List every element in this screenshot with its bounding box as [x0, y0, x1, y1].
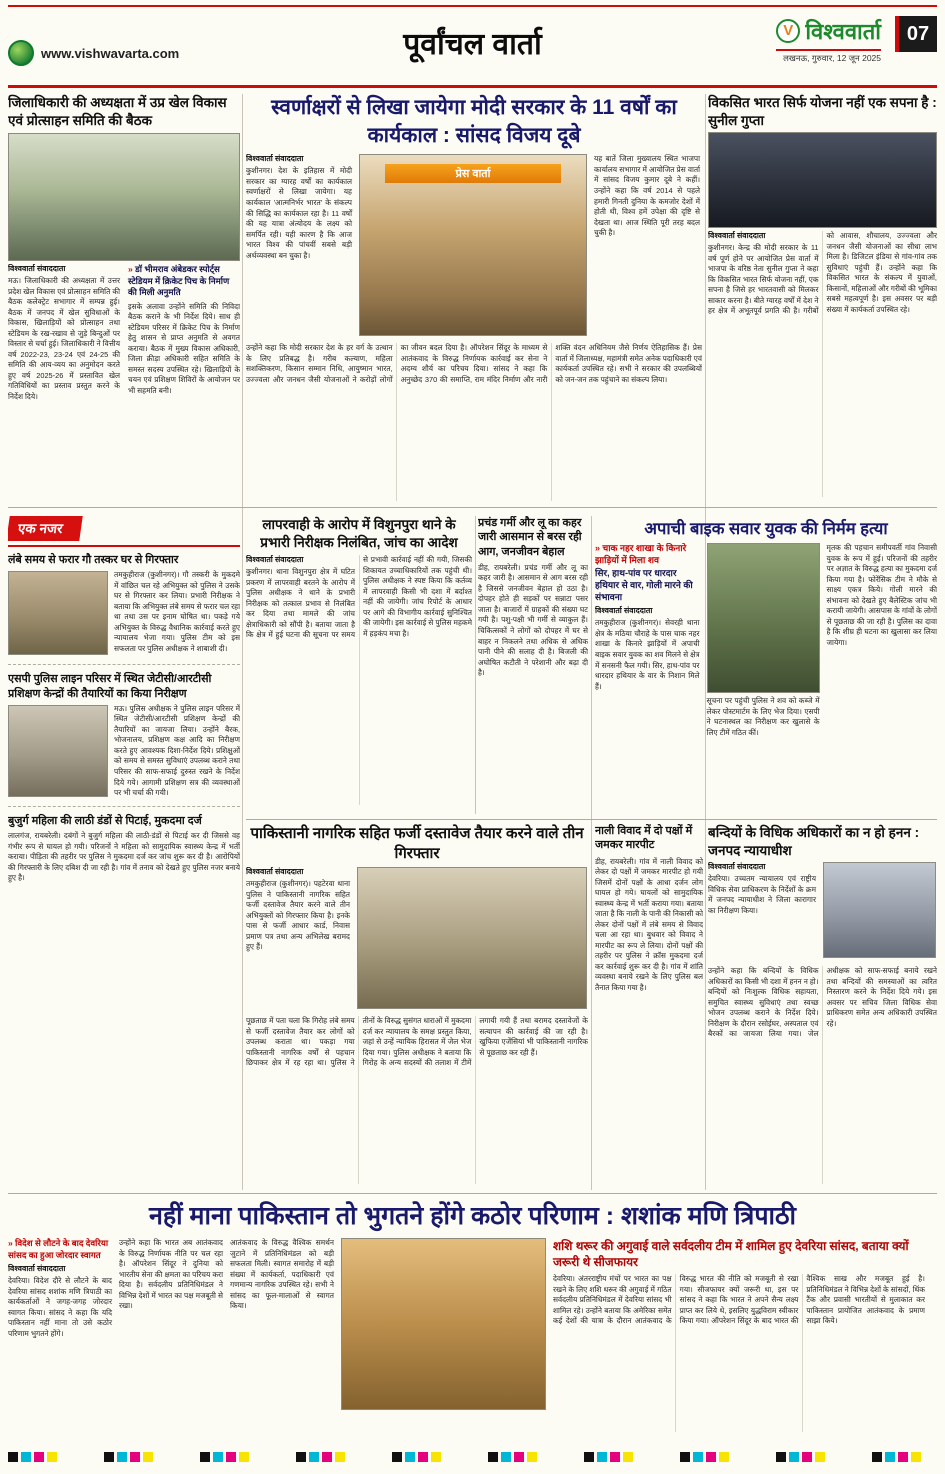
- article-body: सूचना पर पहुंची पुलिस ने शव को कब्जे में लेकर पोस्टमार्टम के लिए भेज दिया। एसपी ने घटनास्थल का निरीक्षण कर खुलासे के लिए टीमें गठित कीं।: [706, 696, 820, 737]
- item-headline: एसपी पुलिस लाइन परिसर में स्थित जेटीसी/आरटीसी प्रशिक्षण केन्द्रों की तैयारियों का किया निरीक्षण: [8, 673, 212, 700]
- sub-article-headline: शशि थरूर की अगुवाई वाले सर्वदलीय टीम में शामिल हुए देवरिया सांसद, बताया क्यों जरूरी थे सीजफायर: [553, 1239, 909, 1270]
- police-inspection-photo: [8, 705, 108, 797]
- article-headline: विकसित भारत सिर्फ योजना नहीं एक सपना है : सुनील गुप्ता: [708, 95, 937, 128]
- article-subhead: सिर, हाथ-पांव पर धारदार हथियार से वार, गोली मारने की संभावना: [595, 568, 693, 602]
- byline: विश्ववार्ता संवाददाता: [8, 264, 66, 274]
- item-text: मऊ। पुलिस अधीक्षक ने पुलिस लाइन परिसर में स्थित जेटीसी/आरटीसी प्रशिक्षण केन्द्रों की तैयारियों का जायजा लिया। उन्होंने बैरक, भोजनालय, प्रशिक्षण कक्ष आदि का निरीक्षण करते हुए आवश्यक दिशा-निर्देश दिये। प्रशिक्षुओं को समय से समस्त सुविधाएं उपलब्ध कराने तथा परिसर की साफ-सफाई दुरुस्त रखने के निर्देश दिये गये। आगामी प्रशिक्षण सत्र की व्यवस्थाओं पर भी चर्चा की गयी।: [114, 703, 240, 798]
- article-body-row: [246, 867, 588, 1011]
- article-subhead: » डॉ भीमराव अंबेडकर स्पोर्ट्स स्टेडियम में क्रिकेट पिच के निर्माण की मिली अनुमति: [128, 264, 240, 299]
- article-pakistan-warning: [8, 1198, 937, 1448]
- article-headline: अपाची बाइक सवार युवक की निर्मम हत्या: [644, 520, 888, 538]
- article-body: कुशीनगर। थाना विशुनपुरा क्षेत्र में घटित प्रकरण में लापरवाही बरतने के आरोप में पुलिस अधीक्षक ने थाने के प्रभारी निरीक्षक को तत्काल प्रभाव से निलंबित कर दिया तथा मामले की जांच क्षेत्राधिकारी को सौंपी है। बताया जाता है कि क्षेत्र में हुई घटना की सूचना पर समय से प्रभावी कार्रवाई नहीं की गयी, जिसकी शिकायत उच्चाधिकारियों तक पहुंची थी। पुलिस अधीक्षक ने स्पष्ट किया कि कर्तव्य में लापरवाही किसी भी दशा में बर्दाश्त नहीं की जायेगी। जांच रिपोर्ट के आधार पर आगे की विभागीय कार्रवाई सुनिश्चित की जायेगी। इस कार्रवाई से पुलिस महकमे में हड़कंप मचा है।: [246, 555, 472, 640]
- byline: विश्ववार्ता संवाददाता: [708, 231, 766, 241]
- article-headline: प्रचंड गर्मी और लू का कहर जारी आसमान से बरस रही आग, जनजीवन बेहाल: [478, 517, 582, 558]
- item-body: [8, 570, 240, 657]
- article-body: इसके अलावा उन्होंने समिति की निविदा बैठक कराने के भी निर्देश दिये। साथ ही स्टेडियम परिसर में क्रिकेट पिच के निर्माण हेतु शासन से प्राप्त अनुमति से अवगत कराया। बैठक में मुख्य विकास अधिकारी, जिला क्रीड़ा अधिकारी सहित समिति के समस्त सदस्य उपस्थित रहे। खिलाड़ियों के चयन एवं प्रशिक्षण शिविरों के आयोजन पर भी सहमति बनी।: [128, 301, 240, 395]
- section-rule: [246, 819, 937, 820]
- lead-body-row: [246, 154, 702, 338]
- section-rule: [8, 507, 937, 508]
- mp-welcome-photo: [341, 1238, 546, 1410]
- lead-headline: स्वर्णाक्षरों से लिखा जायेगा मोदी सरकार के 11 वर्षों का कार्यकाल : सांसद विजय दूबे: [271, 96, 677, 147]
- item-text: लालगंज, रायबरेली। दबंगों ने बुजुर्ग महिला की लाठी-डंडों से पिटाई कर दी जिससे वह गंभीर रूप से घायल हो गयी। परिजनों ने महिला को सामुदायिक स्वास्थ्य केन्द्र में भर्ती कराया। पीड़िता की तहरीर पर पुलिस ने मुकदमा दर्ज कर जांच शुरू कर दी है। आरोपियों की गिरफ्तारी के लिए दबिश दी जा रही है। गांव में तनाव को देखते हुए पुलिस नजर बनाये हुए है।: [8, 831, 240, 883]
- column-rule: [475, 516, 476, 814]
- article-headline: बन्दियों के विधिक अधिकारों का न हो हनन : जनपद न्यायाधीश: [708, 825, 920, 858]
- article-body: मऊ। जिलाधिकारी की अध्यक्षता में उत्तर प्रदेश खेल विकास एवं प्रोत्साहन समिति की बैठक कलेक्ट्रेट सभागार में सम्पन्न हुई। बैठक में जनपद में खेल सुविधाओं के विकास, खिलाड़ियों को प्रोत्साहन तथा स्टेडियम के रख-रखाव से जुड़े बिन्दुओं पर विस्तार से चर्चा हुई। जिलाधिकारी ने वित्तीय वर्ष 2022-23, 23-24 एवं 24-25 की समिति की आय-व्यय का अनुमोदन करते हुए वर्ष 2025-26 में प्रस्तावित खेल गतिविधियों का प्रस्ताव प्रस्तुत करने के निर्देश दिये।: [8, 276, 120, 401]
- article-drain-dispute: [595, 824, 703, 1190]
- column-rule: [591, 516, 592, 1190]
- article-heat-wave: [478, 516, 588, 814]
- website-url: www.vishwavarta.com: [41, 45, 180, 61]
- article-body: उन्होंने कहा कि बन्दियों के विधिक अधिकारों का किसी भी दशा में हनन न हो। बन्दियों को निःशुल्क विधिक सहायता, समुचित स्वास्थ्य सुविधाएं तथा स्वच्छ भोजन उपलब्ध कराने के निर्देश दिये। निरीक्षण के दौरान रसोईघर, अस्पताल एवं बैरकों का जायजा लिया गया। जेल अधीक्षक को साफ-सफाई बनाये रखने तथा बन्दियों की समस्याओं का त्वरित निस्तारण करने के निर्देश दिये गये। इस अवसर पर सचिव जिला विधिक सेवा प्राधिकरण समेत अन्य अधिकारी उपस्थित रहे।: [708, 966, 937, 1039]
- ek-najar-item: [8, 814, 240, 884]
- article-body: डीह, रायबरेली। गांव में नाली विवाद को लेकर दो पक्षों में जमकर मारपीट हो गयी जिसमें दोनों पक्षों के आधा दर्जन लोग घायल हो गये। घायलों को सामुदायिक स्वास्थ्य केन्द्र में भर्ती कराया गया। बताया जाता है कि नाली के पानी की निकासी को लेकर दोनों पक्षों में लंबे समय से विवाद चला आ रहा था। बुधवार को विवाद ने मारपीट का रूप ले लिया। दोनों पक्षों की तहरीर पर पुलिस ने क्रॉस मुकदमा दर्ज कर कार्रवाई शुरू कर दी है। गांव में शांति व्यवस्था बनाये रखने के लिए पुलिस बल तैनात किया गया है।: [595, 856, 703, 992]
- tharoor-delegation-block: [553, 1238, 925, 1438]
- article-body-columns: [708, 966, 937, 1184]
- byline: विश्ववार्ता संवाददाता: [595, 606, 653, 616]
- article-headline: पाकिस्तानी नागरिक सहित फर्जी दस्तावेज तैयार करने वाले तीन गिरफ्तार: [250, 825, 584, 862]
- article-apache-murder: [595, 516, 937, 814]
- article-body: यह बातें जिला मुख्यालय स्थित भाजपा कार्यालय सभागार में आयोजित प्रेस वार्ता में सांसद विजय कुमार दूबे ने कहीं। उन्होंने कहा कि वर्ष 2014 से पहले हमारी गिनती दुनिया के कमजोर देशों में होती थी, विश्व हमें उपेक्षा की दृष्टि से देखता था। आज स्थिति पूरी तरह बदल चुकी है।: [594, 154, 700, 238]
- masthead-left: [8, 40, 179, 66]
- ek-najar-label: एक नजर: [8, 516, 82, 541]
- brand-leaf-icon: V: [776, 19, 800, 43]
- item-separator: [8, 664, 240, 665]
- article-headline: नाली विवाद में दो पक्षों में जमकर मारपीट: [595, 825, 693, 852]
- item-text: तमकुहीराज (कुशीनगर)। गौ तस्करी के मुकदमे में वांछित चल रहे अभियुक्त को पुलिस ने उसके घर से गिरफ्तार कर लिया। प्रभारी निरीक्षक ने बताया कि अभियुक्त लंबे समय से फरार चल रहा था तथा उस पर इनाम घोषित था। पकड़े गये अभियुक्त के विरुद्ध वैधानिक कार्रवाई करते हुए न्यायालय भेजा गया। पुलिस टीम को इस सफलता पर पुलिस अधीक्षक ने शाबाशी दी।: [114, 570, 240, 653]
- edition-dateline: लखनऊ, गुरुवार, 12 जून 2025: [783, 53, 881, 63]
- article-subhead: » विदेश से लौटने के बाद देवरिया सांसद का हुआ जोरदार स्वागत: [8, 1238, 112, 1261]
- ek-najar-item: [8, 672, 240, 799]
- item-headline: लंबे समय से फरार गौ तस्कर घर से गिरफ्तार: [8, 554, 179, 566]
- byline: विश्ववार्ता संवाददाता: [246, 555, 304, 565]
- item-separator: [8, 806, 240, 807]
- article-body: उन्होंने कहा कि मोदी सरकार देश के हर वर्ग के उत्थान के लिए प्रतिबद्ध है। गरीब कल्याण, महिला सशक्तिकरण, किसान सम्मान निधि, आयुष्मान भारत, उज्ज्वला और जनधन जैसी योजनाओं ने करोड़ों लोगों का जीवन बदल दिया है। ऑपरेशन सिंदूर के माध्यम से आतंकवाद के विरुद्ध निर्णायक कार्रवाई कर सेना ने अदम्य शौर्य का परिचय दिया। सांसद ने कहा कि अनुच्छेद 370 की समाप्ति, राम मंदिर निर्माण और नारी शक्ति वंदन अधिनियम जैसे निर्णय ऐतिहासिक हैं। प्रेस वार्ता में जिलाध्यक्ष, महामंत्री समेत अनेक पदाधिकारी एवं कार्यकर्ता उपस्थित रहे। सभी ने सरकार की उपलब्धियों को जन-जन तक पहुंचाने का संकल्प लिया।: [246, 343, 702, 384]
- page-number: 07: [895, 16, 937, 52]
- article-fake-documents: [246, 824, 588, 1190]
- article-body: आतंकवाद के विरुद्ध वैश्विक समर्थन जुटाने में प्रतिनिधिमंडल को बड़ी सफलता मिली। स्वागत समारोह में बड़ी संख्या में कार्यकर्ता, पदाधिकारी एवं गणमान्य नागरिक उपस्थित रहे। सभी ने सांसद का फूल-मालाओं से स्वागत किया।: [230, 1238, 334, 1311]
- brand-name: विश्ववार्ता: [805, 19, 881, 44]
- masthead-top-rule: [8, 5, 937, 7]
- byline: विश्ववार्ता संवाददाता: [246, 867, 304, 876]
- meeting-photo: [8, 133, 240, 261]
- section-rule: [8, 1193, 937, 1194]
- byline: विश्ववार्ता संवाददाता: [8, 1264, 66, 1274]
- article-body-row: [708, 862, 937, 962]
- sunil-gupta-speech-photo: [708, 132, 937, 228]
- section-title: पूर्वांचल वार्ता: [403, 28, 542, 61]
- masthead-right: [776, 16, 881, 64]
- article-body: कुशीनगर। देश के इतिहास में मोदी सरकार का ग्यारह वर्षों का कार्यकाल स्वर्णाक्षरों से लिखा जायेगा। यह कार्यकाल 'आत्मनिर्भर भारत' के संकल्प की सिद्धि का कार्यकाल रहा है। 11 वर्षों की यह यात्रा अंत्योदय के लक्ष्य को समर्पित रही। यही कारण है कि आज भारत विश्व की पांचवीं सबसे बड़ी अर्थव्यवस्था बन चुका है।: [246, 166, 352, 260]
- lead-body-bottom: [246, 343, 702, 501]
- press-banner: प्रेस वार्ता: [385, 164, 561, 183]
- press-conference-photo: [359, 154, 587, 336]
- ek-najar-item: [8, 553, 240, 657]
- item-headline: बुजुर्ग महिला की लाठी डंडों से पिटाई, मुकदमा दर्ज: [8, 814, 202, 827]
- article-body-bottom: [246, 1016, 588, 1184]
- article-headline: लापरवाही के आरोप में विशुनपुरा थाने के प्रभारी निरीक्षक निलंबित, जांच का आदेश: [260, 517, 458, 550]
- article-body: उन्होंने कहा कि भारत अब आतंकवाद के विरुद्ध निर्णायक नीति पर चल रहा है। ऑपरेशन सिंदूर ने दुनिया को भारतीय सेना की क्षमता का परिचय करा दिया है। सर्वदलीय प्रतिनिधिमंडल ने विभिन्न देशों में भारत का पक्ष मजबूती से रखा।: [119, 1238, 223, 1311]
- dateline-rule: [776, 49, 881, 51]
- article-body-row: [595, 543, 937, 805]
- article-body: डीह, रायबरेली। प्रचंड गर्मी और लू का कहर जारी है। आसमान से आग बरस रही है जिससे जनजीवन बेहाल हो उठा है। दोपहर होते ही सड़कों पर सन्नाटा पसर जाता है। बाजारों में ग्राहकों की संख्या घट गयी है। पशु-पक्षी भी गर्मी से व्याकुल हैं। चिकित्सकों ने लोगों को दोपहर में घर से बाहर न निकलने तथा अधिक से अधिक पानी पीने की सलाह दी है। बिजली की अघोषित कटौती ने परेशानी और बढ़ा दी है।: [478, 562, 588, 678]
- column-rule: [242, 94, 243, 1190]
- article-inspector-suspended: [246, 516, 472, 814]
- article-prisoner-rights: [708, 824, 937, 1190]
- ek-najar-section: [8, 516, 240, 1190]
- article-headline: जिलाधिकारी की अध्यक्षता में उप्र खेल विकास एवं प्रोत्साहन समिति की बैठक: [8, 95, 227, 128]
- article-body: देवरिया। उच्चतम न्यायालय एवं राष्ट्रीय विधिक सेवा प्राधिकरण के निर्देशों के क्रम में जनपद न्यायाधीश ने जिला कारागार का निरीक्षण किया।: [708, 874, 816, 915]
- article-body: पूछताछ में पता चला कि गिरोह लंबे समय से फर्जी दस्तावेज तैयार कर लोगों को उपलब्ध कराता था। पकड़ा गया पाकिस्तानी नागरिक वर्षों से पहचान छिपाकर क्षेत्र में रह रहा था। पुलिस ने तीनों के विरुद्ध सुसंगत धाराओं में मुकदमा दर्ज कर न्यायालय के समक्ष प्रस्तुत किया, जहां से उन्हें न्यायिक हिरासत में जेल भेज दिया गया। पुलिस अधीक्षक ने बताया कि गिरोह के अन्य सदस्यों की तलाश में टीमें लगायी गयी हैं तथा बरामद दस्तावेजों के सत्यापन की कार्रवाई की जा रही है। खुफिया एजेंसियां भी पाकिस्तानी नागरिक से पूछताछ कर रही हैं।: [246, 1016, 588, 1068]
- arrested-smuggler-photo: [8, 571, 108, 655]
- court-team-photo: [823, 862, 936, 958]
- article-body: कुशीनगर। केन्द्र की मोदी सरकार के 11 वर्ष पूर्ण होने पर आयोजित प्रेस वार्ता में भाजपा के वरिष्ठ नेता सुनील गुप्ता ने कहा कि विकसित भारत सिर्फ योजना नहीं, एक सपना है जिसे हर भारतवासी को मिलकर साकार करना है। बीते ग्यारह वर्षों में देश ने हर क्षेत्र में अभूतपूर्व प्रगति की है। गरीबों को आवास, शौचालय, उज्ज्वला और जनधन जैसी योजनाओं का सीधा लाभ मिला है। डिजिटल इंडिया से गांव-गांव तक सुविधाएं पहुंची हैं। उन्होंने कहा कि विकसित भारत के संकल्प में युवाओं, किसानों, महिलाओं और गरीबों की भूमिका सबसे महत्वपूर्ण है। इस अवसर पर बड़ी संख्या में कार्यकर्ता उपस्थित रहे।: [708, 231, 937, 316]
- article-body: तमकुहीराज (कुशीनगर)। सेवरही थाना क्षेत्र के मठिया चौराहे के पास चाक नहर शाखा के किनारे झाड़ियों में अपाची बाइक सवार युवक का शव मिलने से क्षेत्र में सनसनी फैल गयी। सिर, हाथ-पांव पर धारदार हथियार के वार के निशान मिले हैं।: [595, 618, 700, 691]
- print-registration-marks: [8, 1452, 937, 1462]
- banner-headline: नहीं माना पाकिस्तान तो भुगतने होंगे कठोर परिणाम : शशांक मणि त्रिपाठी: [148, 1202, 797, 1230]
- article-body-row: [8, 1238, 937, 1438]
- arrested-trio-photo: [357, 867, 587, 1009]
- article-body: देवरिया। अंतरराष्ट्रीय मंचों पर भारत का पक्ष रखने के लिए शशि थरूर की अगुवाई में गठित सर्वदलीय प्रतिनिधिमंडल में देवरिया सांसद भी शामिल रहे। उन्होंने बताया कि अमेरिका समेत कई देशों की यात्रा के दौरान आतंकवाद के विरुद्ध भारत की नीति को मजबूती से रखा गया। सीजफायर क्यों जरूरी था, इस पर सांसद ने कहा कि भारत ने अपने सैन्य लक्ष्य प्राप्त कर लिये थे, इसलिए युद्धविराम स्वीकार किया गया। ऑपरेशन सिंदूर के बाद भारत की वैश्विक साख और मजबूत हुई है। प्रतिनिधिमंडल ने विभिन्न देशों के सांसदों, थिंक टैंक और प्रवासी भारतीयों से मुलाकात कर पाकिस्तान प्रायोजित आतंकवाद के प्रमाण साझा किये।: [553, 1274, 925, 1326]
- item-body: [8, 704, 240, 799]
- ek-najar-header: [8, 516, 240, 547]
- article-viksit-bharat: [708, 94, 937, 506]
- murder-victim-photo: [707, 543, 820, 693]
- globe-logo-icon: [8, 40, 34, 66]
- sub-article-body-columns: [553, 1274, 925, 1432]
- article-sports-meeting: [8, 94, 240, 506]
- article-body: मृतक की पहचान समीपवर्ती गांव निवासी युवक के रूप में हुई। परिजनों की तहरीर पर अज्ञात के विरुद्ध हत्या का मुकदमा दर्ज किया गया है। फोरेंसिक टीम ने मौके से साक्ष्य एकत्र किये। गोली मारने की संभावना को देखते हुए बैलेस्टिक जांच भी करायी जायेगी। आसपास के गांवों के लोगों से पूछताछ की जा रही है। पुलिस का दावा है कि शीघ्र ही घटना का खुलासा कर लिया जायेगा।: [826, 543, 937, 647]
- masthead: [8, 0, 937, 88]
- article-subhead-red: » चाक नहर शाखा के किनारे झाड़ियों में मिला शव: [595, 543, 700, 566]
- byline: विश्ववार्ता संवाददाता: [246, 154, 304, 164]
- article-modi-11-years: [246, 94, 702, 506]
- article-body-columns: [8, 264, 240, 486]
- article-body: देवरिया। विदेश दौरे से लौटने के बाद देवरिया सांसद शशांक मणि त्रिपाठी का कार्यकर्ताओं ने जगह-जगह जोरदार स्वागत किया। सांसद ने कहा कि यदि पाकिस्तान नहीं माना तो उसे कठोर परिणाम भुगतने होंगे।: [8, 1276, 112, 1338]
- article-body: तमकुहीराज (कुशीनगर)। पहटेरवा थाना पुलिस ने पाकिस्तानी नागरिक सहित फर्जी दस्तावेज तैयार करने वाले तीन अभियुक्तों को गिरफ्तार किया है। इनके पास से फर्जी आधार कार्ड, निवास प्रमाण पत्र तथा अन्य अभिलेख बरामद हुए हैं।: [246, 879, 350, 952]
- article-body-columns: [708, 231, 937, 497]
- article-body-columns: [246, 555, 472, 805]
- byline: विश्ववार्ता संवाददाता: [708, 862, 766, 872]
